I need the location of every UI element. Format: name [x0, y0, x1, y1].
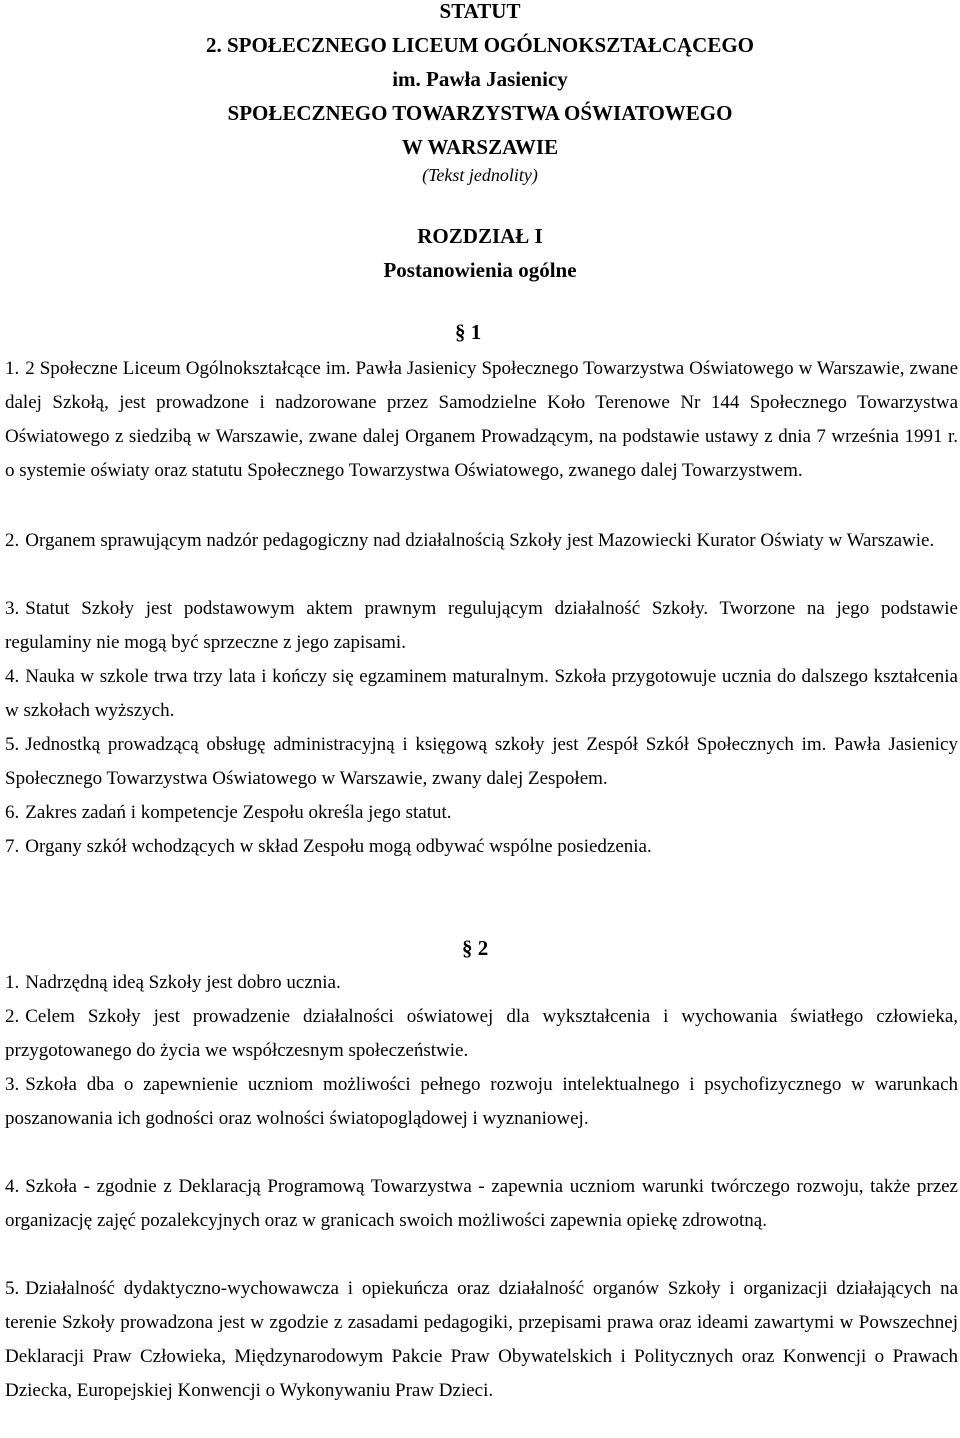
item-text: Statut Szkoły jest podstawowym aktem prawnym regulującym działalność Szkoły. Tworzone na jego podstawie regulaminy nie mogą być sprzeczne z jego zapisami. — [5, 598, 958, 653]
item-number: 5. — [5, 1278, 20, 1299]
section-sign-1: § 1 — [455, 320, 482, 344]
item-text: Nauka w szkole trwa trzy lata i kończy się egzaminem maturalnym. Szkoła przygotowuje ucznia do dalszego kształcenia w szkołach wyższych. — [5, 666, 958, 721]
item-number: 7. — [5, 836, 20, 857]
title-line-society: SPOŁECZNEGO TOWARZYSTWA OŚWIATOWEGO — [227, 101, 733, 125]
item-text: Zakres zadań i kompetencje Zespołu określa jego statut. — [25, 802, 452, 823]
chapter-subtitle: Postanowienia ogólne — [383, 258, 577, 282]
item-number: 1. — [5, 358, 20, 379]
paragraph-2-1 — [5, 966, 958, 1000]
paragraph-1-4 — [5, 660, 958, 728]
item-text: Organem sprawującym nadzór pedagogiczny nad działalnością Szkoły jest Mazowiecki Kurator Oświaty w Warszawie. — [25, 530, 935, 551]
title-line-city: W WARSZAWIE — [401, 135, 559, 159]
paragraph-1-7 — [5, 830, 958, 864]
title-line-statut: STATUT — [439, 0, 521, 23]
item-number: 6. — [5, 802, 20, 823]
paragraph-2-3 — [5, 1068, 958, 1136]
item-number: 1. — [5, 972, 20, 993]
title-line-school: 2. SPOŁECZNEGO LICEUM OGÓLNOKSZTAŁCĄCEGO — [205, 33, 755, 57]
item-number: 3. — [5, 1074, 20, 1095]
item-text: Organy szkół wchodzących w skład Zespołu mogą odbywać wspólne posiedzenia. — [25, 836, 652, 857]
item-text: Nadrzędną ideą Szkoły jest dobro ucznia. — [25, 972, 341, 993]
paragraph-2-2 — [5, 1000, 958, 1068]
item-text: Jednostką prowadzącą obsługę administracyjną i księgową szkoły jest Zespół Szkół Społecznych im. Pawła Jasienicy Społecznego Towarzystwa Oświatowego w Warszawie, zwany dalej Zespołem. — [5, 734, 958, 789]
item-number: 2. — [5, 1006, 20, 1027]
chapter-label: ROZDZIAŁ I — [417, 224, 543, 248]
item-number: 5. — [5, 734, 20, 755]
item-number: 2. — [5, 530, 20, 551]
paragraph-1-3 — [5, 592, 958, 660]
item-number: 4. — [5, 1176, 20, 1197]
paragraph-2-5 — [5, 1272, 958, 1408]
paragraph-1-5 — [5, 728, 958, 796]
section-sign-2: § 2 — [462, 936, 489, 960]
item-text: Działalność dydaktyczno-wychowawcza i opiekuńcza oraz działalność organów Szkoły i organizacji działających na terenie Szkoły prowadzona jest w zgodzie z zasadami pedagogiki, przepisami prawa oraz ideami zawartymi w Powszechnej Deklaracji Praw Człowieka, Międzynarodowym Pakcie Praw Obywatelskich i Politycznych oraz Konwencji o Prawach Dziecka, Europejskiej Konwencji o Wykonywaniu Praw Dzieci. — [5, 1278, 958, 1401]
title-note: (Tekst jednolity) — [422, 165, 538, 185]
item-number: 4. — [5, 666, 20, 687]
document-title — [0, 0, 960, 186]
paragraph-1-2 — [5, 524, 958, 558]
title-line-patron: im. Pawła Jasienicy — [392, 67, 568, 91]
item-text: Szkoła dba o zapewnienie uczniom możliwości pełnego rozwoju intelektualnego i psychofizycznego w warunkach poszanowania ich godności oraz wolności światopoglądowej i wyznaniowej. — [5, 1074, 958, 1129]
item-number: 3. — [5, 598, 20, 619]
paragraph-1-1 — [5, 352, 958, 488]
paragraph-1-6 — [5, 796, 958, 830]
item-text: 2 Społeczne Liceum Ogólnokształcące im. Pawła Jasienicy Społecznego Towarzystwa Oświatowego w Warszawie, zwane dalej Szkołą, jest prowadzone i nadzorowane przez Samodzielne Koło Terenowe Nr 144 Społecznego Towarzystwa Oświatowego z siedzibą w Warszawie, zwane dalej Organem Prowadzącym, na podstawie ustawy z dnia 7 września 1991 r. o systemie oświaty oraz statutu Społecznego Towarzystwa Oświatowego, zwanego dalej Towarzystwem. — [5, 358, 958, 481]
item-text: Celem Szkoły jest prowadzenie działalności oświatowej dla wykształcenia i wychowania światłego człowieka, przygotowanego do życia we współczesnym społeczeństwie. — [5, 1006, 958, 1061]
item-text: Szkoła - zgodnie z Deklaracją Programową Towarzystwa - zapewnia uczniom warunki twórczego rozwoju, także przez organizację zajęć pozalekcyjnych oraz w granicach swoich możliwości zapewnia opiekę zdrowotną. — [5, 1176, 958, 1231]
paragraph-2-4 — [5, 1170, 958, 1238]
